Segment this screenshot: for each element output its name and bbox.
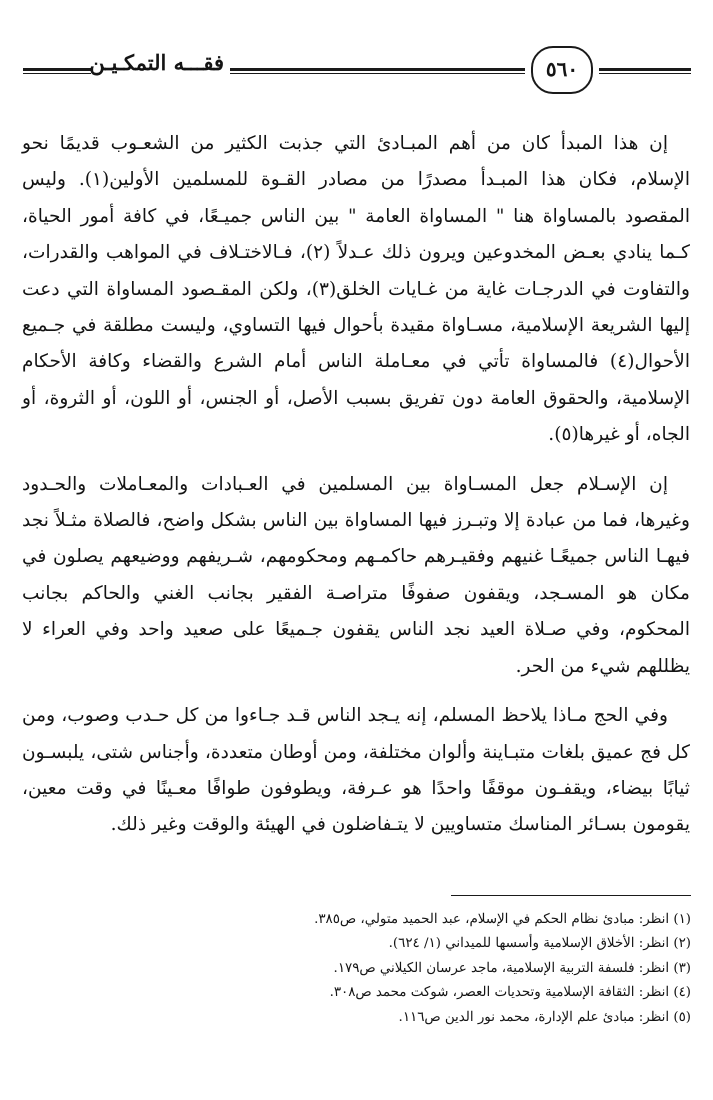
paragraph: إن هذا المبدأ كان من أهم المبـادئ التي جذبت الكثير من الشعـوب قديمًا نحو الإسلام، فكان هذا المبـدأ مصدرًا من مصادر القـوة للمسلمين الأولين(١). وليس المقصود بالمساواة هنا " المساواة العامة " بين الناس جميـعًا، في كافة أمور الحياة، كـما ينادي بعـض المخدوعين ويرون ذلك عـدلاً (٢)، فـالاختـلاف في المواهب والقدرات، والتفاوت في الدرجـات غاية من غـايات الخلق(٣)، ولكن المقـصود المساواة التي دعت إليها الشريعة الإسلامية، مسـاواة مقيدة بأحوال فيها التساوي، وليست مطلقة في جـميع الأحوال(٤) فالمساواة تأتي في معـاملة الناس أمام الشرع والقضاء وكافة الأحكام الإسلامية، والحقوق العامة دون تفريق بسبب الأصل، أو الجنس، أو اللون، أو الثروة، أو الجاه، أو غيرها(٥). bbox=[22, 133, 690, 446]
header-rule-middle bbox=[230, 68, 525, 74]
running-title: فقـــه التمكـيـن bbox=[89, 50, 224, 75]
page-header bbox=[18, 44, 698, 104]
paragraph: إن الإسـلام جعل المسـاواة بين المسلمين في العـبادات والمعـاملات والحـدود وغيرها، فما من عبادة إلا وتبـرز فيها المساواة بين الناس بشكل واضح، فالصلاة مثـلاً نجد فيهـا الناس جميعًـا غنيهم وفقيـرهم حاكمـهم ومحكومهم، شـريفهم ووضيعهم يصلون في مكان هو المسـجد، ويقفون صفوفًا متراصـة الفقير بجانب الغني والحاكم بجانب المحكوم، وفي صـلاة العيد نجد الناس يقفون جـميعًا على صعيد واحد وفي العراء لا يظللهم شيء من الحر. bbox=[22, 473, 690, 677]
footnote: (٢) انظر: الأخلاق الإسلامية وأسسها للميداني (١/ ٦٢٤). bbox=[388, 936, 691, 952]
footnote: (٤) انظر: الثقافة الإسلامية وتحديات العصر، شوكت محمد ص٣٠٨. bbox=[329, 985, 691, 1001]
footnotes bbox=[23, 908, 691, 1030]
footnote: (٣) انظر: فلسفة التربية الإسلامية، ماجد عرسان الكيلاني ص١٧٩. bbox=[333, 960, 691, 976]
page-number: ٥٦٠ bbox=[531, 46, 593, 94]
paragraph: وفي الحج مـاذا يلاحظ المسلم، إنه يـجد الناس قـد جـاءوا من كل حـدب وصوب، ومن كل فج عميق بلغات متبـاينة وألوان مختلفة، ومن أوطان متعددة، وأجناس شتى، يلبسـون ثيابًا بيضاء، ويقفـون موقفًا واحدًا هو عـرفة، ويطوفون طوافًا معـينًا في وقت معين، يقومون بسـائر المناسك متساويين لا يتـفاضلون في الهيئة والوقت وغير ذلك. bbox=[22, 705, 690, 836]
main-text bbox=[22, 126, 690, 857]
header-rule-right bbox=[599, 68, 691, 74]
footnote-divider bbox=[451, 895, 691, 896]
footnote: (١) انظر: مبادئ نظام الحكم في الإسلام، عبد الحميد متولي، ص٣٨٥. bbox=[314, 912, 691, 927]
header-rule-left bbox=[23, 68, 91, 74]
footnote: (٥) انظر: مبادئ علم الإدارة، محمد نور الدين ص١١٦. bbox=[398, 1009, 691, 1025]
